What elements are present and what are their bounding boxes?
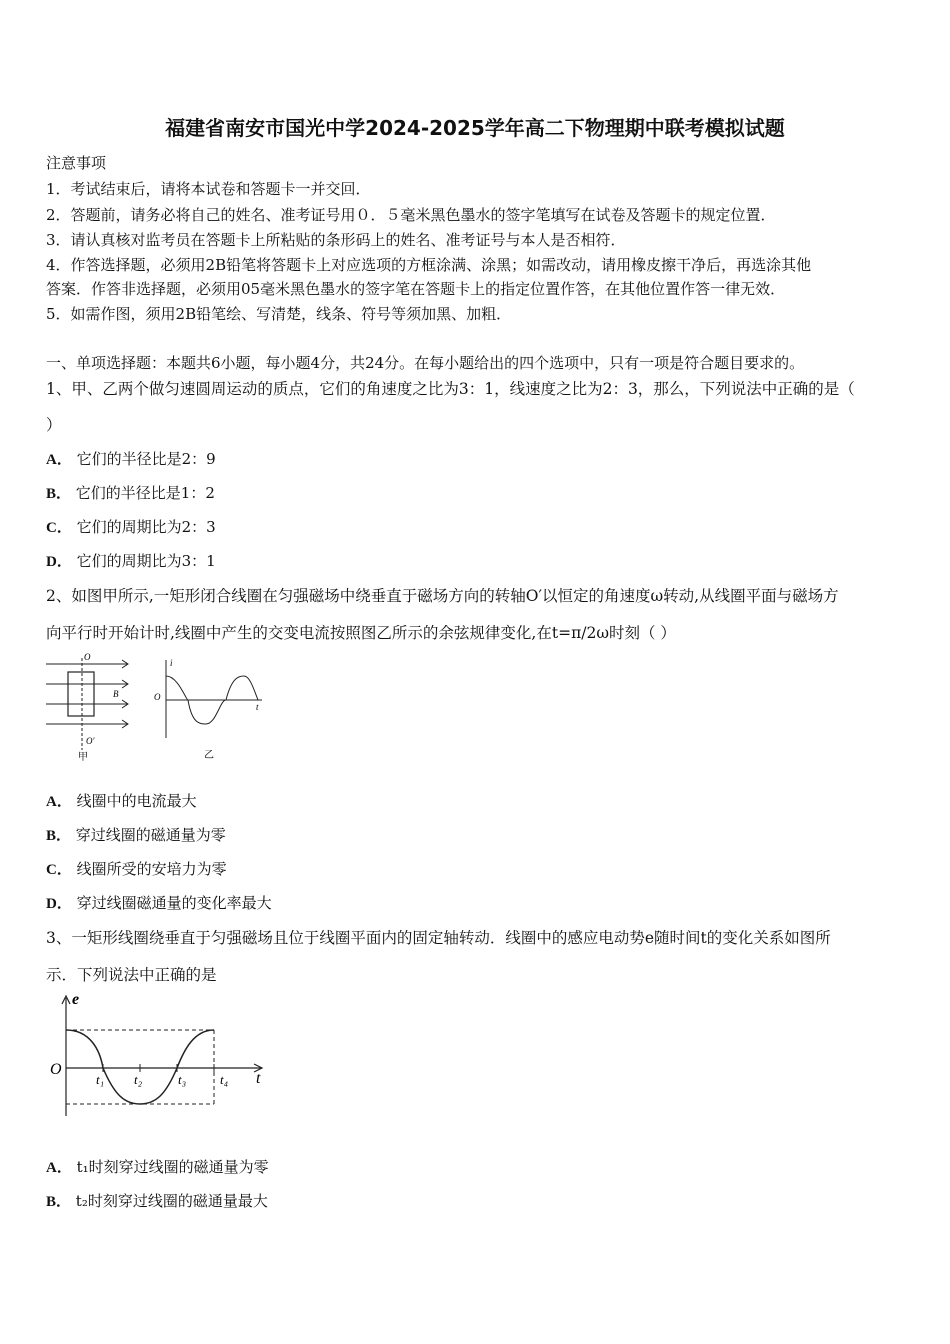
- q2-option-a: A． 线圈中的电流最大: [46, 792, 197, 810]
- page-title: 福建省南安市国光中学2024-2025学年高二下物理期中联考模拟试题: [165, 116, 785, 140]
- graph-label-e: e: [72, 991, 80, 1008]
- notice-item: 答案．作答非选择题，必须用05毫米黑色墨水的签字笔在答题卡上的指定位置作答，在其他位置作答一律无效．: [46, 280, 786, 298]
- question-2-text: 2、如图甲所示,一矩形闭合线圈在匀强磁场中绕垂直于磁场方向的转轴O′以恒定的角速度ω转动,从线圈平面与磁场方: [46, 587, 839, 605]
- q1-option-b: B． 它们的半径比是1：2: [46, 484, 215, 502]
- section-heading: 一、单项选择题：本题共6小题，每小题4分，共24分。在每小题给出的四个选项中，只有一项是符合题目要求的。: [46, 354, 805, 372]
- field-label-b: B: [113, 689, 119, 699]
- question-1-text: 1、甲、乙两个做匀速圆周运动的质点，它们的角速度之比为3：1，线速度之比为2：3，那么，下列说法中正确的是（: [46, 380, 855, 398]
- notice-item: 2．答题前，请务必将自己的姓名、准考证号用０．５毫米黑色墨水的签字笔填写在试卷及答题卡的规定位置．: [46, 206, 776, 224]
- coil-figure: [40, 650, 270, 765]
- graph-label-o: O: [50, 1061, 62, 1078]
- axis-label-o-prime: O′: [86, 736, 95, 746]
- figure-label-yi: 乙: [204, 750, 214, 761]
- q3-option-b: B． t₂时刻穿过线圈的磁通量最大: [46, 1192, 268, 1210]
- axis-label-o: O: [84, 652, 91, 662]
- figure-label-jia: 甲: [78, 752, 88, 763]
- q2-option-d: D． 穿过线圈磁通量的变化率最大: [46, 894, 272, 912]
- tick-label-t1: t₁: [96, 1072, 105, 1087]
- q1-option-d: D． 它们的周期比为3：1: [46, 552, 216, 570]
- graph-label-t: t: [256, 1070, 261, 1087]
- notice-item: 3．请认真核对监考员在答题卡上所粘贴的条形码上的姓名、准考证号与本人是否相符．: [46, 231, 626, 249]
- graph-label-o: O: [154, 692, 161, 702]
- notice-item: 5．如需作图，须用2B铅笔绘、写清楚，线条、符号等须加黑、加粗．: [46, 305, 512, 323]
- notice-item: 4．作答选择题，必须用2B铅笔将答题卡上对应选项的方框涂满、涂黑；如需改动，请用橡皮擦干净后，再选涂其他: [46, 256, 812, 274]
- q2-option-b: B． 穿过线圈的磁通量为零: [46, 826, 226, 844]
- q1-option-a: A． 它们的半径比是2：9: [46, 450, 216, 468]
- question-2-text-cont: 向平行时开始计时,线圈中产生的交变电流按照图乙所示的余弦规律变化,在t=π/2ω时刻（ ）: [46, 624, 676, 642]
- question-3-text: 3、一矩形线圈绕垂直于匀强磁场且位于线圈平面内的固定轴转动．线圈中的感应电动势e随时间t的变化关系如图所: [46, 929, 831, 947]
- q1-option-c: C． 它们的周期比为2：3: [46, 518, 216, 536]
- tick-label-t3: t₃: [178, 1072, 187, 1087]
- question-1-text-cont: ）: [46, 416, 62, 434]
- emf-graph: [44, 990, 274, 1120]
- notice-heading: 注意事项: [46, 154, 107, 172]
- notice-item: 1．考试结束后，请将本试卷和答题卡一并交回．: [46, 180, 371, 198]
- graph-label-i: i: [170, 658, 173, 668]
- tick-label-t4: t₄: [220, 1072, 229, 1087]
- question-3-text-cont: 示．下列说法中正确的是: [46, 966, 217, 984]
- q3-option-a: A． t₁时刻穿过线圈的磁通量为零: [46, 1158, 269, 1176]
- q2-option-c: C． 线圈所受的安培力为零: [46, 860, 227, 878]
- graph-label-t: t: [256, 702, 259, 712]
- tick-label-t2: t₂: [134, 1072, 143, 1087]
